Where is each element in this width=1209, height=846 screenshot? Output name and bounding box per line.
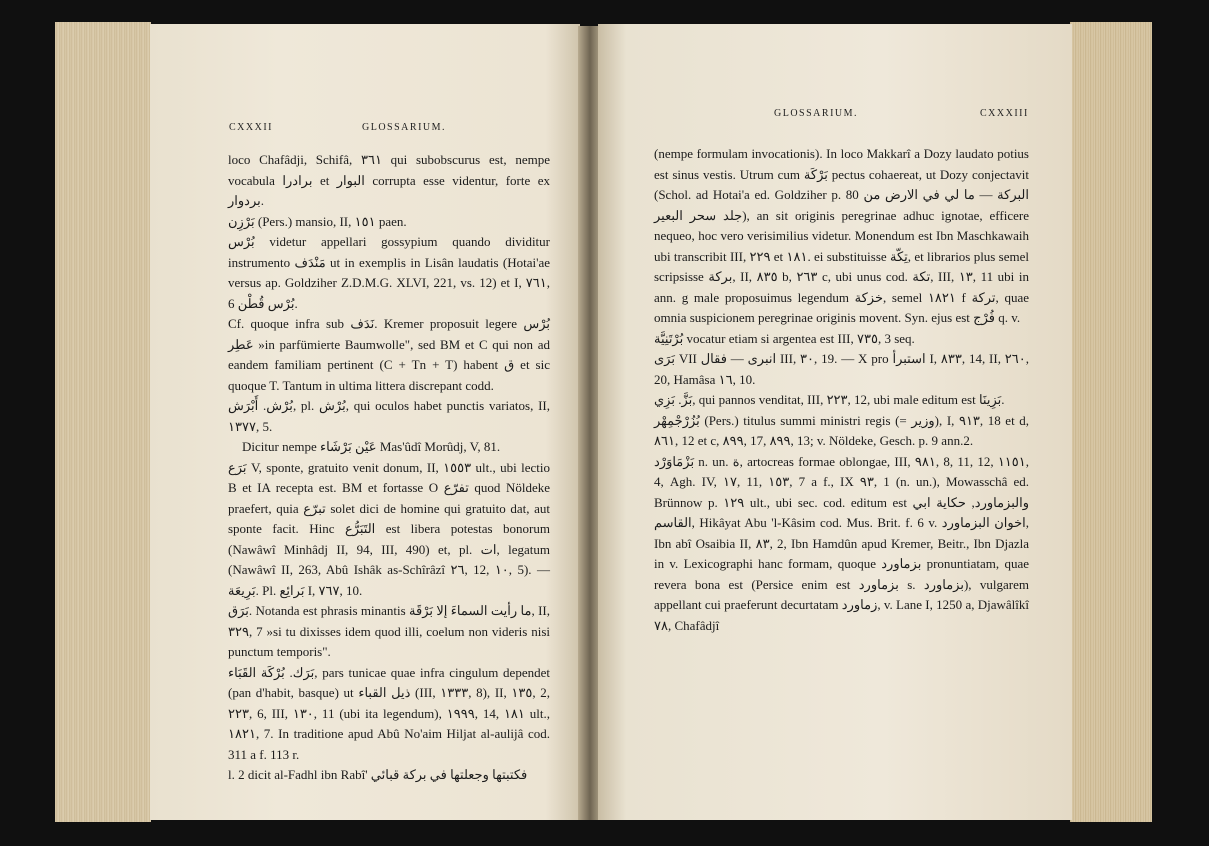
left-page-edges [55,22,151,822]
left-paragraph: بُرْس videtur appellari gossypium quando dividitur instrumento مَنْدَف ut in exemplis in Lisân laudatis (Hotai'ae versus ap. Goldziher Z.D.M.G. XLVI, 221, vs. 12) et I, ٧٦١, 6 بُرْس قُطْن. [228,234,550,311]
right-page-edges [1070,22,1152,822]
left-paragraph: Dicitur nempe عَيْن بَرْشَاء Mas'ûdî Morûdj, V, 81. [242,439,501,454]
right-paragraph: بُرْتَنِيَّة vocatur etiam si argentea est III, ٧٣٥, 3 seq. [654,330,915,346]
left-paragraph: بَرَع V, sponte, gratuito venit donum, II, ١٥٥٣ ult., ubi lectio B et IA recepta est. BM et fortasse O تفرّع quod Nöldeke praefert, quia تبرّع solet dici de homine qui gratuito dat, aut sponte facit. Hinc التَبَرُّع est libera potestas bonorum (Nawâwî Minhâdj II, 94, III, 490) et, pl. ات, legatum (Nawâwî II, 263, Abû Ishâk as-Schîrâzî ٢٦, 12, ١٠, 5). — بَرِيعَة. Pl. بَرائِع I, ٧٦٧, 10. [228,459,550,598]
left-paragraph: بَرَق. Notanda est phrasis minantis ما رأيت السماءَ إلا بَرْقَة, II, ٣٢٩, 7 »si tu dixisses idem quod illi, coelum non videris nisi punctum temporis". [228,603,550,659]
left-running-head: GLOSSARIUM. [362,122,447,133]
left-paragraph: loco Chafâdji, Schifâ, ٣٦١ qui subobscurus est, nempe vocabula برادرا et البوار corrupta esse videntur, forte ex بردوار. [228,152,550,208]
right-page-number: CXXXIII [980,108,1029,119]
left-paragraph: بَرْزِن (Pers.) mansio, II, ١٥١ paen. [228,213,407,229]
right-paragraph: بُزُرْجْمِهْر (Pers.) titulus summi ministri regis (= وزير), I, ٩١٣, 18 et d, ٨٦١, 12 et c, ٨٩٩, 17, ٨٩٩, 13; v. Nöldeke, Gesch. p. 9 ann.2. [654,412,1029,448]
right-page [598,24,1072,820]
left-paragraph: l. 2 dicit al-Fadhl ibn Rabî' فكتبتها وجعلتها في بركة قبائي [228,767,528,782]
left-paragraph: بَرَك. بُرْكَة القَبَاء, pars tunicae quae infra cingulum dependet (pan d'habit, basque) ut ذيل القباء (III, ١٣٣٣, 8), II, ١٣٥, 2, ٢٢٣, 6, III, ١٣٠, 11 (ubi ita legendum), ١٩٩٩, 14, ١٨١ ult., ١٨٢١, 7. In traditione apud Abû No'aim Hiljat al-aulijâ cod. 311 a f. 113 r. [228,664,551,762]
right-paragraph: بَرَى VII انبرى — فقال III, ٣٠, 19. — X pro استبرأ I, ٨٣٣, 14, II, ٢٦٠, 20, Hamâsa ١٦, 10. [654,351,1029,387]
left-page [150,24,580,820]
right-paragraph: (nempe formulam invocationis). In loco Makkarî a Dozy laudato potius est sinus vestis. Utrum cum بَرْكَة pectus cohaereat, ut Dozy conjectavit (Schol. ad Hotai'a ed. Goldziher p. 80 البركة — ما لي في الارض من جلد سحر البعير), an sit originis peregrinae adhuc ignotae, efficere nequeo, hoc vero verisimilius videtur. Monendum est Ibn Maschkawaih ubi transcribit III, ٢٢٩ et ١٨١. ei substituisse تِكّة, et librarios plus semel scripsisse بركة, II, ٨٣٥ b, ٢٦٣ c, ubi unus cod. تكة, III, ١٣, 11 ubi in ann. g male proposuimus legendum خزكة, semel ١٨٢١ f تركة, quae omnia suspicionem peregrinae originis movent. Syn. ejus est فُرْج q. v. [654,146,1030,325]
right-paragraph: بَزَّ. بَزِي, qui pannos venditat, III, ٢٢٣, 12, ubi male editum est بَزِينَا. [654,392,1005,407]
right-page-text [654,144,1029,636]
left-paragraph: بُرْش. أَبْرَش, pl. بُرْش, qui oculos habet punctis variatos, II, ١٣٧٧, 5. [228,398,550,434]
right-paragraph: بَزْمَاوَرْد n. un. ة, artocreas formae oblongae, III, ٩٨١, 8, 11, 12, ١١٥١, 4, Agh. IV, ١٧, 11, ١٥٣, 7 a f., IX ٩٣, 1 (n. un.), Mowasschâ ed. Brünnow p. ١٢٩ ult., ubi sec. cod. editum est والبزماورد, حكاية ابي القاسم, Hikâyat Abu 'l-Kâsim cod. Mus. Brit. f. 6 v. اخوان البزماورد, Ibn abî Osaibia II, ٨٣, 2, Ibn Hamdûn apud Kremer, Beitr., Ibn Djazla in v. Lexicographi hanc formam, quoque بزماورد pronuntiatam, quae revera bona est (Persice enim est بزماورد s. بزماورد), vulgarem appellant cui praeferunt decurtatam زماورد, v. Lane I, 1250 a, Djawâlîkî ٧٨, Chafâdjî [654,453,1030,633]
left-paragraph: Cf. quoque infra sub نَدَف. Kremer proposuit legere بُرْس عَطِر »in parfümierte Baumwolle", sed BM et C qui non ad eandem familiam pertinent (C + Tn + T) habent ق et sic quoque T. Tantum in ultima littera discrepant codd. [228,316,550,393]
right-running-head: GLOSSARIUM. [774,108,859,119]
left-page-number: CXXXII [229,122,273,133]
left-page-text [228,150,550,786]
